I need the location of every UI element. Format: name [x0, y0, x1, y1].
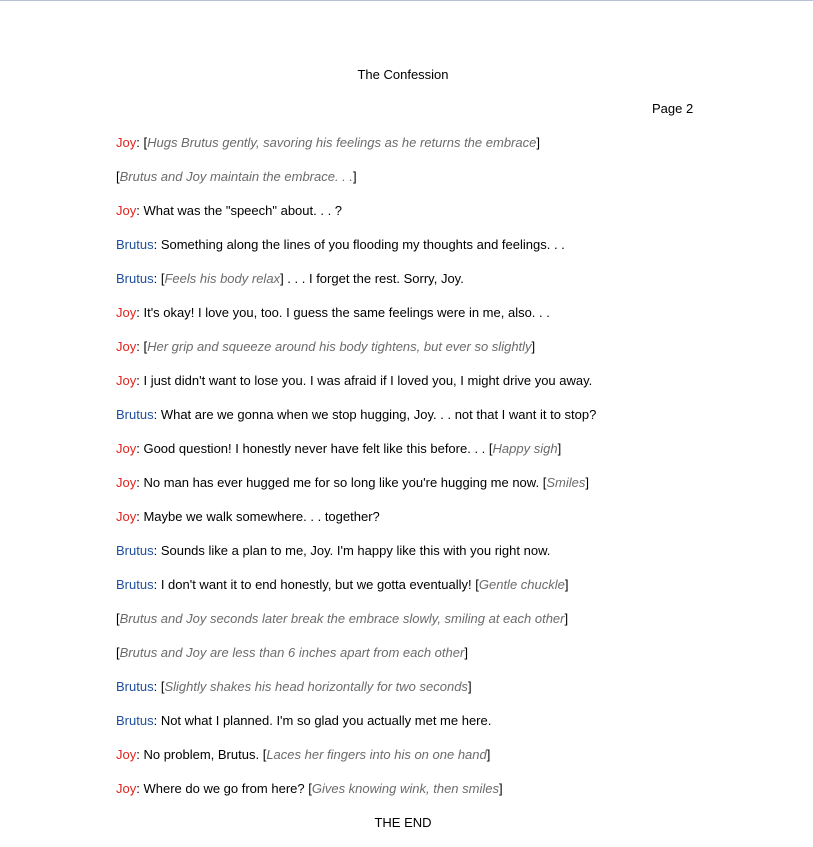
- script-line: Joy: Good question! I honestly never have felt like this before. . . [Happy sigh]: [116, 441, 562, 456]
- dialogue-text: Where do we go from here?: [143, 781, 309, 796]
- stage-direction: Brutus and Joy are less than 6 inches apart from each other: [119, 645, 465, 660]
- speaker-name: Joy: [116, 203, 137, 218]
- speaker-name: Joy: [116, 441, 137, 456]
- speaker-name: Brutus: [116, 577, 154, 592]
- stage-direction: Happy sigh: [492, 441, 558, 456]
- dialogue-text: Good question! I honestly never have felt like this before. . .: [143, 441, 489, 456]
- script-line: Joy: I just didn't want to lose you. I was afraid if I loved you, I might drive you away.: [116, 373, 593, 388]
- speaker-name: Joy: [116, 135, 137, 150]
- speaker-name: Joy: [116, 509, 137, 524]
- dialogue-text: Maybe we walk somewhere. . . together?: [143, 509, 380, 524]
- stage-direction: Her grip and squeeze around his body tightens, but ever so slightly: [147, 339, 532, 354]
- dialogue-text: No man has ever hugged me for so long like you're hugging me now.: [143, 475, 543, 490]
- speaker-name: Joy: [116, 747, 137, 762]
- document-title: The Confession: [357, 67, 449, 82]
- speaker-name: Joy: [116, 781, 137, 796]
- script-line: Brutus: [Slightly shakes his head horizontally for two seconds]: [116, 679, 472, 694]
- speaker-name: Brutus: [116, 713, 154, 728]
- stage-direction: Smiles: [546, 475, 586, 490]
- stage-direction: Gives knowing wink, then smiles: [311, 781, 499, 796]
- stage-direction: Feels his body relax: [164, 271, 281, 286]
- dialogue-text: What was the "speech" about. . . ?: [143, 203, 343, 218]
- script-line: Joy: It's okay! I love you, too. I guess the same feelings were in me, also. . .: [116, 305, 550, 320]
- dialogue-text: What are we gonna when we stop hugging, Joy. . . not that I want it to stop?: [160, 407, 597, 422]
- stage-direction: Brutus and Joy seconds later break the embrace slowly, smiling at each other: [119, 611, 565, 626]
- script-line: Joy: No problem, Brutus. [Laces her fingers into his on one hand]: [116, 747, 491, 762]
- page-top-border: [0, 0, 813, 1]
- dialogue-text: No problem, Brutus.: [143, 747, 263, 762]
- speaker-name: Joy: [116, 475, 137, 490]
- script-line: Brutus: What are we gonna when we stop hugging, Joy. . . not that I want it to stop?: [116, 407, 597, 422]
- script-body: [116, 134, 776, 814]
- script-line: [Brutus and Joy are less than 6 inches apart from each other]: [116, 645, 468, 660]
- script-line: [Brutus and Joy maintain the embrace. . .]: [116, 169, 357, 184]
- speaker-name: Joy: [116, 339, 137, 354]
- end-text: THE END: [374, 815, 432, 830]
- script-line: Joy: [Hugs Brutus gently, savoring his feelings as he returns the embrace]: [116, 135, 540, 150]
- stage-direction: Hugs Brutus gently, savoring his feelings as he returns the embrace: [147, 135, 537, 150]
- script-line: Joy: Where do we go from here? [Gives knowing wink, then smiles]: [116, 781, 503, 796]
- dialogue-text: I don't want it to end honestly, but we gotta eventually!: [160, 577, 476, 592]
- dialogue-text: Sounds like a plan to me, Joy. I'm happy like this with you right now.: [160, 543, 551, 558]
- speaker-name: Brutus: [116, 271, 154, 286]
- script-line: Brutus: I don't want it to end honestly, but we gotta eventually! [Gentle chuckle]: [116, 577, 569, 592]
- script-line: [Brutus and Joy seconds later break the embrace slowly, smiling at each other]: [116, 611, 569, 626]
- speaker-name: Brutus: [116, 237, 154, 252]
- dialogue-text: Not what I planned. I'm so glad you actually met me here.: [160, 713, 492, 728]
- dialogue-text: . . . I forget the rest. Sorry, Joy.: [283, 271, 464, 286]
- script-line: Joy: Maybe we walk somewhere. . . together?: [116, 509, 380, 524]
- stage-direction: Brutus and Joy maintain the embrace. . .: [119, 169, 354, 184]
- script-line: Brutus: Something along the lines of you flooding my thoughts and feelings. . .: [116, 237, 565, 252]
- script-line: Brutus: Sounds like a plan to me, Joy. I'm happy like this with you right now.: [116, 543, 551, 558]
- speaker-name: Joy: [116, 305, 137, 320]
- speaker-name: Joy: [116, 373, 137, 388]
- stage-direction: Slightly shakes his head horizontally for two seconds: [164, 679, 468, 694]
- dialogue-text: It's okay! I love you, too. I guess the same feelings were in me, also. . .: [143, 305, 550, 320]
- script-line: Joy: What was the "speech" about. . . ?: [116, 203, 343, 218]
- page-number: Page 2: [652, 101, 694, 116]
- script-line: Brutus: [Feels his body relax] . . . I forget the rest. Sorry, Joy.: [116, 271, 464, 286]
- script-line: Joy: [Her grip and squeeze around his body tightens, but ever so slightly]: [116, 339, 536, 354]
- dialogue-text: Something along the lines of you flooding my thoughts and feelings. . .: [160, 237, 565, 252]
- script-line: Joy: No man has ever hugged me for so long like you're hugging me now. [Smiles]: [116, 475, 589, 490]
- speaker-name: Brutus: [116, 679, 154, 694]
- speaker-name: Brutus: [116, 407, 154, 422]
- stage-direction: Laces her fingers into his on one hand: [266, 747, 487, 762]
- dialogue-text: I just didn't want to lose you. I was afraid if I loved you, I might drive you away.: [143, 373, 593, 388]
- stage-direction: Gentle chuckle: [478, 577, 565, 592]
- speaker-name: Brutus: [116, 543, 154, 558]
- script-line: Brutus: Not what I planned. I'm so glad you actually met me here.: [116, 713, 492, 728]
